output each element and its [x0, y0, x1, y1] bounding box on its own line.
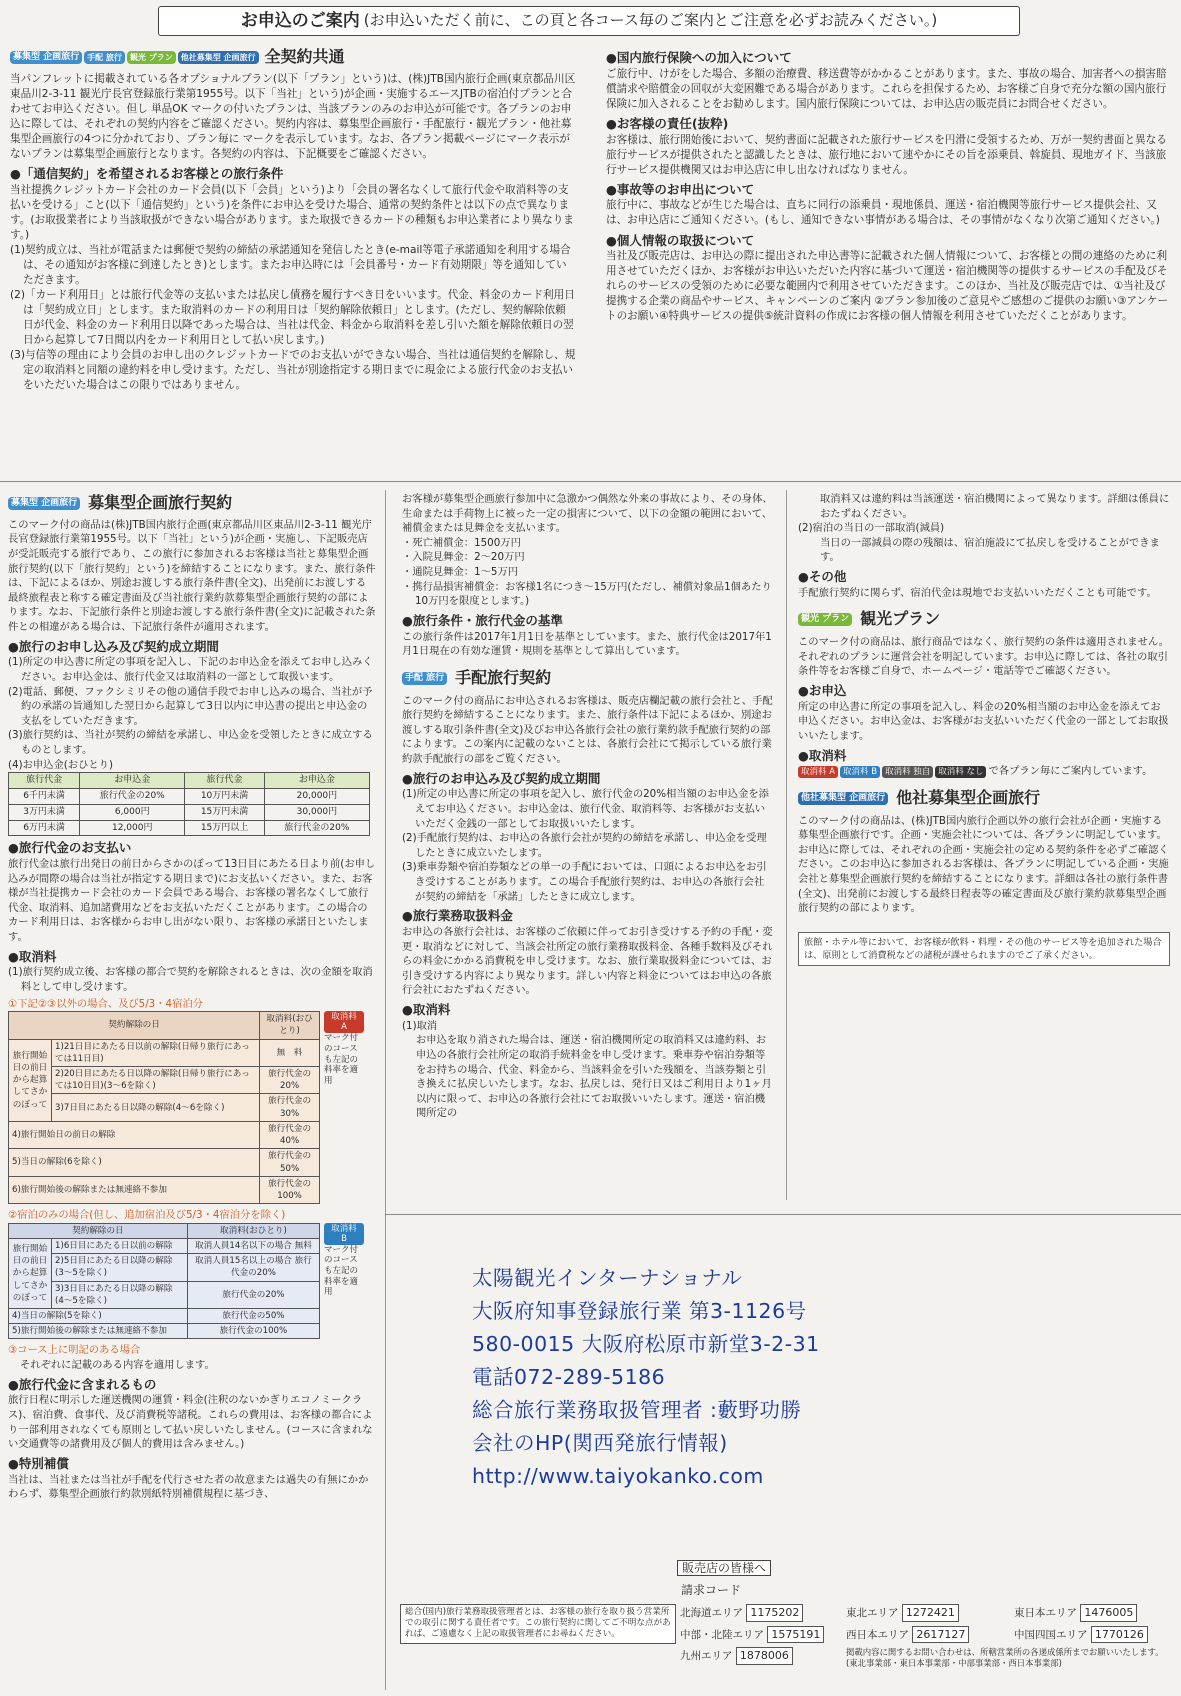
area-name: 九州エリア [680, 1650, 733, 1663]
cell: 1)21日目にあたる日以前の解除(日帰り旅行にあっては11日目) [52, 1039, 260, 1066]
area-code: 1476005 [1080, 1604, 1137, 1622]
table-head: 取消料(おひとり) [187, 1223, 319, 1238]
company-name: 太陽観光インターナショナル [472, 1266, 743, 1290]
kanko-badge: 観光 プラン [798, 613, 852, 626]
other-heading: ●その他 [798, 569, 847, 585]
cancel-b-tag: 取消料 B [840, 766, 880, 778]
tehai-intro: このマーク付の商品にお申込されるお客様は、販売店欄記載の旅行会社と、手配旅行契約を締結することになります。また、旅行条件は下記によるほか、別途お渡しする取引条件書(全文)及びお申込各旅行会社の旅行業約款手配旅行契約の部によります。この案内に記載のないことは、各旅行会社にて掲示している旅行業約款手配旅行の部をご覧ください。 [402, 694, 773, 765]
boshu-apply-item: (2)電話、郵便、ファクシミリその他の通信手段でお申し込みの場合、当社が予約の承諾の旨通知した翌日から起算して3日以内に申込書の提出と申込金の支払をしていただきます。 [8, 685, 373, 727]
code-item [680, 1647, 846, 1668]
cell: 10万円未満 [185, 788, 265, 804]
area-name: 中国四国エリア [1014, 1628, 1088, 1641]
cancel-table-a [8, 1011, 320, 1204]
tehai-title: 手配旅行契約 [455, 667, 552, 687]
area-name: 北海道エリア [680, 1607, 743, 1619]
comp-item: ・死亡補償金：1500万円 [402, 536, 521, 549]
code-item [680, 1604, 846, 1622]
table-row [9, 1176, 320, 1203]
reduce-item: (2)宿泊の当日の一部取消(減員) [798, 522, 945, 535]
case-a-block [8, 1011, 376, 1204]
tsushin-item: (2)「カード利用日」とは旅行代金等の支払いまたは払戻し債務を履行すべき日をいいます。代金、料金のカード利用日は「契約成立日」とします。また取消料のカードの利用日は「契約解除依頼日」とします。(ただし、契約解除依頼日が代金、料金のカード利用日以降であった場合は、当社は代金、料金から取消料を差し引いた額を解除依頼日の翌日から起算して7日間以内をカード利用日として払い戻します。) [10, 288, 575, 346]
cell: 旅行代金の50% [260, 1149, 320, 1176]
column-divider [385, 490, 386, 1690]
cancel-a-tag: 取消料 A [324, 1011, 364, 1033]
kanko-apply-heading: ●お申込 [798, 682, 847, 698]
code-row [680, 1626, 1170, 1644]
billing-codes [680, 1604, 1170, 1668]
cell: 旅行代金の30% [260, 1094, 320, 1121]
tasha-intro: このマーク付の商品は、(株)JTB国内旅行企画以外の旅行会社が企画・実施する募集型企画旅行です。企画・実施会社については、各プランに明記しています。お申込に際しては、それぞれの企画・実施会社の定める契約条件を必ずご確認ください。このお申込に参加されるお客様は、各プランに明記している企画・実施会社と募集型企画旅行契約を締結することになります。詳細は各社の旅行条件書(全文)、出発前にお渡しする最終日程表等の確定書面及び旅行業約款募集型企画旅行契約の部によります。 [798, 814, 1169, 915]
comp-continued: お客様が募集型企画旅行参加中に急激かつ偶然な外来の事故により、その身体、生命または手荷物上に被った一定の損害について、以下の金額の範囲において、補償金または見舞金を支払います。 [402, 493, 773, 535]
cancel-own-tag: 取消料 独自 [882, 766, 933, 778]
insurance-body: ご旅行中、けがをした場合、多額の治療費、移送費等がかかることがあります。また、事故の場合、加害者への損害賠償請求や賠償金の回収が大変困難である場合があります。これらを担保するため、お客様ご自身で充分な額の国内旅行保険に加入されることをお勧めします。国内旅行保険については、お申込店の販売員にお問合せください。 [606, 67, 1167, 110]
boshu-title: 募集型企画旅行契約 [88, 493, 233, 512]
tehai-badge: 手配 旅行 [402, 672, 447, 685]
kanko-intro: このマーク付の商品は、旅行商品ではなく、旅行契約の条件は適用されません。それぞれのプランに運営会社を明記しています。お申込に際しては、各社の取引条件等をお客様ご自身で、ホームページ・電話等でご確認ください。 [798, 636, 1170, 678]
deposit-head: お申込金 [264, 773, 369, 789]
accident-body: 旅行中に、事故などが生じた場合は、直ちに同行の添乗員・現地係員、運送・宿泊機関等旅行サービス提供会社、又は、お申込店にご通知ください。(もし、通知できない事情がある場合は、その事情がなくなり次第ご通知ください。) [606, 199, 1160, 227]
cell: 3)7日目にあたる日以降の解除(4〜6を除く) [52, 1094, 260, 1121]
deposit-head: 旅行代金 [185, 773, 265, 789]
cell: 取消人員15名以上の場合 旅行代金の20% [187, 1254, 319, 1281]
table-head: 契約解除の日 [9, 1223, 188, 1238]
company-info [472, 1262, 1112, 1493]
right-top-section [606, 46, 1170, 324]
payment-heading: ●旅行代金のお支払い [8, 840, 132, 856]
common-body: 当パンフレットに掲載されている各オプショナルプラン(以下「プラン」という)は、(株)JTB国内旅行企画(東京都品川区東品川2-3-11 観光庁長官登録旅行業第1955号。以下「当社」という)が企画・実施するエースJTBの宿泊付プランと合わせてお申込ください。但し 単品OK マークの付いたプランは、当該プランのみのお申込が可能です。各プランのお申込に際しては、それぞれの契約内容をご確認ください。契約内容は、募集型企画旅行・手配旅行・観光プラン・他社募集型企画旅行の4つに分かれており、プラン毎に マークを表示しています。なお、各プラン掲載ページにマーク表示がないプランは募集型企画旅行となります。各契約の内容は、下記概要をご確認ください。 [10, 72, 576, 160]
cancel-b-tag: 取消料 B [324, 1223, 364, 1245]
cell: 4)旅行開始日の前日の解除 [9, 1121, 260, 1148]
company-url[interactable]: http://www.taiyokanko.com [472, 1464, 764, 1488]
cancel-continued: 取消料又は違約料は当該運送・宿泊機関によって異なります。詳細は係員におたずねください。 [820, 493, 1170, 520]
kanko-cancel-row [798, 764, 1170, 779]
cancel-heading: ●取消料 [8, 948, 57, 964]
area-code: 1175202 [746, 1604, 803, 1622]
cell: 12,000円 [80, 820, 185, 836]
table-row [9, 1094, 320, 1121]
company-manager: 総合旅行業務取扱管理者 :藪野功勝 [472, 1398, 802, 1422]
boshu-apply-heading: ●旅行のお申し込み及び契約成立期間 [8, 638, 219, 654]
area-name: 中部・北陸エリア [680, 1628, 764, 1641]
cell: 20,000円 [264, 788, 369, 804]
cancel-table-b [8, 1223, 320, 1340]
cell: 6万円未満 [9, 820, 80, 836]
table-head: 契約解除の日 [9, 1012, 260, 1039]
right-column [798, 492, 1170, 966]
tax-notice [798, 932, 1170, 966]
table-head: 取消料(おひとり) [260, 1012, 320, 1039]
cell: 旅行代金の100% [187, 1324, 319, 1339]
cell: 5)旅行開始後の解除または無連絡不参加 [9, 1324, 188, 1339]
boshu-badge: 募集型 企画旅行 [8, 497, 80, 510]
case-b-title: ②宿泊のみの場合(但し、追加宿泊及び5/3・4宿泊分を除く) [8, 1209, 286, 1222]
table-row [9, 1039, 320, 1066]
kijun-heading: ●旅行条件・旅行代金の基準 [402, 612, 563, 628]
case-a-title: ①下記②③以外の場合、及び5/3・4宿泊分 [8, 997, 203, 1010]
kijun-body: この旅行条件は2017年1月1日を基準としています。また、旅行代金は2017年1月1日現在の有効な運賃・規則を基準として算出しています。 [402, 630, 772, 658]
cell: 6千円未満 [9, 788, 80, 804]
tehai-apply-heading: ●旅行のお申込み及び契約成立期間 [402, 770, 601, 786]
cell: 3)3日目にあたる日以降の解除(4〜5を除く) [52, 1281, 188, 1308]
area-name: 西日本エリア [846, 1628, 909, 1641]
boshu-apply-item: (1)所定の申込書に所定の事項を記入し、下記のお申込金を添えてお申し込みください。お申込金は、旅行代金又は取消料の一部として取扱います。 [8, 656, 373, 683]
case-a-note-text: マーク付のコースも左記の料率を適用 [324, 1033, 359, 1086]
privacy-heading: ●個人情報の取扱について [606, 232, 755, 248]
comp-item: ・携行品損害補償金：お客様1名につき〜15万円(ただし、補償対象品1個あたり10万円を限度とします。) [402, 580, 772, 608]
cell: 2)20日目にあたる日以降の解除(日帰り旅行にあっては10日目)(3〜6を除く) [52, 1067, 260, 1094]
case-b-block [8, 1223, 376, 1340]
case-b-note [324, 1223, 364, 1298]
section-divider [0, 481, 1181, 482]
responsibility-heading: ●お客様の責任(抜粋) [606, 115, 729, 131]
table-row [9, 1149, 320, 1176]
kanko-cancel-heading: ●取消料 [798, 747, 847, 763]
tsushin-item: (3)与信等の理由により会員のお申し出のクレジットカードでのお支払いができない場合、当社は通信契約を解除し、規定の取消料と同額の違約料を申し受けます。ただし、当社が別途指定する期日までに現金による旅行代金のお支払いをいただいた場合はこの限りではありません。 [10, 349, 576, 392]
payment-body: 旅行代金は旅行出発日の前日からさかのぼって13日目にあたる日より前(お申し込みが間際の場合は当社が指定する期日まで)にお支払いください。また、お客様が当社提携カード会社のカード会員である場合、お客様の署名なくして旅行代金、取消料、追加諸費用などをお支払いただくことがあります。この場合のカード利用日は、お客様からお申し出がない限り、お客様の承諾日といたします。 [8, 858, 376, 944]
deposit-head: お申込金 [80, 773, 185, 789]
cell: 6,000円 [80, 804, 185, 820]
cell: 旅行代金の40% [260, 1121, 320, 1148]
comp-item: ・通院見舞金：1〜5万円 [402, 566, 519, 579]
other-body: 手配旅行契約に関らず、宿泊代金は現地でお支払いいただくことも可能です。 [798, 586, 1157, 599]
cell: 15万円未満 [185, 804, 265, 820]
area-code: 1272421 [902, 1604, 959, 1622]
tehai-section [402, 492, 774, 1121]
code-item [1014, 1604, 1137, 1622]
area-name: 東北エリア [846, 1607, 899, 1619]
cell: 旅行代金の50% [187, 1308, 319, 1323]
area-code: 1878006 [736, 1647, 793, 1665]
table-row [9, 1281, 320, 1308]
tehai-heading [402, 667, 774, 690]
company-address: 580-0015 大阪府松原市新堂3-2-31 [472, 1332, 820, 1356]
area-code: 2617127 [912, 1626, 969, 1644]
gyomu-heading: ●旅行業務取扱料金 [402, 908, 513, 924]
boshu-heading [8, 492, 376, 515]
table-row [9, 820, 370, 836]
tehai-cancel-body: お申込を取り消された場合は、運送・宿泊機関所定の取消料又は違約料、お申込の各旅行会社所定の取消手続料金を申し受けます。乗車券や宿泊券類等をお持ちの場合、代金、料金から、当該料金を引いた残額を、当該券類と引き換えに払戻しいたします。なお、払戻しは、発行日又はご利用日より1ヶ月以内に限って、お申込の各旅行会社にてお取扱いいたします。運送・宿泊機関所定の [416, 1034, 772, 1120]
accident-heading: ●事故等のお申出について [606, 181, 755, 197]
common-heading [10, 46, 576, 69]
included-body: 旅行日程に明示した運送機関の運賃・料金(注釈のないかぎりエコノミークラス)、宿泊費、食事代、及び消費税等諸税。これらの費用は、お客様の都合により一部利用されなくても原則として払い戻しいたしません。(コースに含まれない交通費等の諸費用及び個人的費用は含みません。) [8, 1394, 373, 1451]
header-subtitle: (お申込いただく前に、この頁と各コース毎のご案内とご注意を必ずお読みください。) [363, 11, 938, 30]
cell: 2)5日目にあたる日以降の解除(3〜5を除く) [52, 1254, 188, 1281]
badge-tehai: 手配 旅行 [84, 51, 125, 64]
boshu-section [8, 492, 376, 1502]
area-code: 1770126 [1091, 1626, 1148, 1644]
table-row [9, 1308, 320, 1323]
cell: 旅行代金の20% [260, 1067, 320, 1094]
company-phone: 電話072-289-5186 [472, 1365, 666, 1389]
manager-disclaimer [400, 1604, 676, 1644]
cancel-a-tag: 取消料 A [798, 766, 838, 778]
badge-tasha: 他社募集型 企画旅行 [178, 51, 259, 64]
table-row [9, 1324, 320, 1339]
section-divider [386, 1214, 1181, 1215]
code-item [846, 1604, 1014, 1622]
badge-kanko: 観光 プラン [127, 51, 176, 64]
code-row [680, 1604, 1170, 1622]
deposit-table [8, 772, 370, 836]
code-footnote: 掲載内容に関するお問い合わせは、所轄営業所の各递成係所までお願いいたします。(東北事業部・東日本事業部・中部事業部・西日本事業部) [846, 1647, 1164, 1668]
cell: 1)6日目にあたる日以前の解除 [52, 1238, 188, 1253]
table-row [9, 788, 370, 804]
billing-code-label: 請求コード [681, 1583, 742, 1597]
cell: 30,000円 [264, 804, 369, 820]
side-label: 旅行開始日の前日から起算してさかのぼって [9, 1039, 52, 1121]
cell: 15万円以上 [185, 820, 265, 836]
cell: 3万円未満 [9, 804, 80, 820]
code-item [846, 1626, 1014, 1644]
cell: 4)当日の解除(5を除く) [9, 1308, 188, 1323]
tehai-apply-item: (3)乗車券類や宿泊券類などの単一の手配においては、口頭によるお申込をお引き受けすることがあります。この場合手配旅行契約は、お申込の各旅行会社が契約の締結を「承諾」したときに成立します。 [402, 861, 767, 903]
tasha-badge: 他社募集型 企画旅行 [798, 792, 888, 805]
company-hp-label: 会社のHP(関西発旅行情報) [472, 1431, 728, 1455]
reduce-body: 当日の一部減員の際の残額は、宿泊施設にて払戻しを受けることができます。 [820, 536, 1160, 564]
header-title: お申込のご案内 [240, 10, 360, 31]
boshu-apply-item: (3)旅行契約は、当社が契約の締結を承諾し、申込金を受領したときに成立するものとします。 [8, 729, 373, 756]
tehai-cancel-item: (1)取消 [402, 1019, 438, 1032]
cell: 旅行代金の20% [80, 788, 185, 804]
cell: 旅行代金の20% [187, 1281, 319, 1308]
badge-boshu: 募集型 企画旅行 [10, 51, 82, 64]
area-code: 1575191 [767, 1626, 824, 1644]
privacy-body: 当社及び販売店は、お申込の際に提出された申込書等に記載された個人情報について、お客様との間の連絡のために利用させていただくほか、お客様がお申込いただいた内容に基づいて運送・宿泊機関等の提供するサービスの手配及びそれらのサービスの受領のために必要な範囲内で利用させていただきます。このほか、当社及び販売店では、①当社及び提携する企業の商品やサービス、キャンペーンのご案内 ②プラン参加後のご意見やご感想のご提供のお願い③アンケートのお願い④特典サービスの提供⑤統計資料の作成にお客様の個人情報を利用させていただくことがあります。 [606, 250, 1169, 323]
tehai-apply-item: (1)所定の申込書に所定の事項を記入し、旅行代金の20%相当額のお申込金を添えてお申込ください。お申込金は、旅行代金、取消料等、お客様がお支払いいただく金銭の一部としてお取扱いいたします。 [402, 788, 769, 830]
case-c-body: それぞれに記載のある内容を適用します。 [20, 1358, 215, 1371]
table-row [9, 1254, 320, 1281]
column-divider [786, 490, 787, 1200]
table-row [9, 1121, 320, 1148]
tehai-cancel-heading: ●取消料 [402, 1002, 451, 1018]
special-comp-body: 当社は、当社または当社が手配を代行させた者の故意または過失の有無にかかわらず、募集型企画旅行約款別紙特別補償規程に基づき、 [8, 1473, 369, 1501]
tasha-title: 他社募集型企画旅行 [896, 787, 1041, 807]
tasha-heading [798, 787, 1170, 810]
cell: 無 料 [260, 1039, 320, 1066]
common-title: 全契約共通 [264, 47, 345, 66]
comp-item: ・入院見舞金：2〜20万円 [402, 551, 525, 564]
cell: 旅行代金の100% [260, 1176, 320, 1203]
code-row [680, 1647, 1170, 1668]
deposit-head: 旅行代金 [9, 773, 80, 789]
gyomu-body: お申込の各旅行会社は、お客様のご依頼に伴ってお引き受けする予約の手配・変更・取消などに対して、当該会社所定の旅行業務取扱料金、各種手数料及びそれらの料金にかかる消費税を申し受けます。なお、旅行業取扱料金については、お引き受けする内容により異なります。詳しい内容と料金についてはお申込の各旅行会社におたずねください。 [402, 925, 773, 997]
cell: 5)当日の解除(6を除く) [9, 1149, 260, 1176]
kanko-apply-body: 所定の申込書に所定の事項を記入し、料金の20%相当額のお申込金を添えてお申込ください。お申込金は、お客様がお支払いいただく代金の一部としてお取扱いいたします。 [798, 700, 1169, 742]
cell: 6)旅行開始後の解除または無連絡不参加 [9, 1176, 260, 1203]
code-item [1014, 1626, 1148, 1644]
special-comp-heading: ●特別補償 [8, 1455, 69, 1471]
cell: 旅行代金の20% [264, 820, 369, 836]
insurance-heading: ●国内旅行保険への加入について [606, 50, 792, 65]
case-b-note-text: マーク付のコースも左記の料率を適用 [324, 1244, 359, 1298]
side-label: 旅行開始日の前日から起算してさかのぼって [9, 1238, 52, 1308]
case-a-note [324, 1011, 364, 1086]
kanko-heading [798, 608, 1170, 631]
company-registration: 大阪府知事登録旅行業 第3-1126号 [472, 1299, 807, 1323]
tsushin-body: 当社提携クレジットカード会社のカード会員(以下「会員」という)より「会員の署名なくして旅行代金や取消料等の支払いを受ける」こと(以下「通信契約」という)を条件にお申込を受けた場合、通常の契約条件とは以下の点で異なります。(お取扱業者により当該取扱ができない場合があります。また取扱できるカードの種類もお申込業者により異なります。) [10, 183, 574, 241]
cell: 取消人員14名以下の場合 無料 [187, 1238, 319, 1253]
boshu-intro: このマーク付の商品は(株)JTB国内旅行企画(東京都品川区東品川2-3-11 観光庁長官登録旅行業第1955号。以下「当社」という)が企画・実施し、下記販売店が受託販売する旅行であり、この旅行に参加されるお客様は当社と募集型企画旅行契約(以下「旅行契約」という)を締結することになります。また、旅行条件は、下記によるほか、別途お渡しする旅行条件書(全文)、出発前にお渡しする最終旅程表と称する確定書面及び当社旅行業約款募集型企画旅行契約の部によります。なお、下記旅行条件と別途お渡しする旅行条件書(全文)に記載された条件との相違がある場合は、下記旅行条件が適用されます。 [8, 518, 376, 633]
dealer-header [677, 1560, 771, 1577]
tehai-apply-item: (2)手配旅行契約は、お申込の各旅行会社が契約の締結を承諾し、申込金を受理したときに成立いたします。 [402, 832, 767, 859]
common-section [10, 46, 576, 393]
table-row [9, 1067, 320, 1094]
case-c-title: ③コース上に明記のある場合 [8, 1344, 141, 1357]
cancel-body: (1)旅行契約成立後、お客様の都合で契約を解除されるときは、次の金額を取消料として申し受けます。 [8, 966, 373, 994]
code-item [680, 1626, 846, 1644]
tsushin-item: (1)契約成立は、当社が電話または郵便で契約の締結の承諾通知を発信したとき(e-mail等電子承諾通知を利用する場合は、その通知がお客様に到達したとき)とします。またお申込時には「会員番号・カード有効期限」等を通知していただきます。 [10, 243, 571, 286]
disclaimer-text: 総合(国内)旅行業務取扱管理者とは、お客様の旅行を取り扱う営業所での取引に関する責任者です。この旅行契約に関してご不明な点があれば、ご遠慮なく上記の取扱管理者にお尋ねください。 [405, 1607, 671, 1640]
tax-notice-text: 旅館・ホテル等において、お客様が飲料・料理・その他のサービス等を追加された場合は、原則として消費税などの諸税が課せられますのでご了承ください。 [804, 936, 1162, 961]
area-name: 東日本エリア [1014, 1607, 1077, 1619]
deposit-title: (4)お申込金(おひとり) [8, 758, 113, 771]
table-row [9, 804, 370, 820]
included-heading: ●旅行代金に含まれるもの [8, 1376, 157, 1392]
kanko-cancel-body: で各プラン毎にご案内しています。 [988, 765, 1153, 778]
page-header [158, 6, 1020, 36]
kanko-title: 観光プラン [860, 609, 941, 629]
dealer-header-label: 販売店の皆様へ [677, 1560, 771, 1576]
responsibility-body: お客様は、旅行開始後において、契約書面に記載された旅行サービスを円滑に受領するため、万が一契約書面と異なる旅行サービスが提供されたと認識したときは、旅行地において速やかにその旨を添乗員、斡旋員、現地ガイド、当該旅行サービス提供機関又はお申込店に申し出なければなりません。 [606, 133, 1167, 176]
tsushin-heading: ●「通信契約」を希望されるお客様との旅行条件 [10, 165, 284, 181]
cancel-none-tag: 取消料 なし [935, 766, 986, 778]
table-row [9, 1238, 320, 1253]
